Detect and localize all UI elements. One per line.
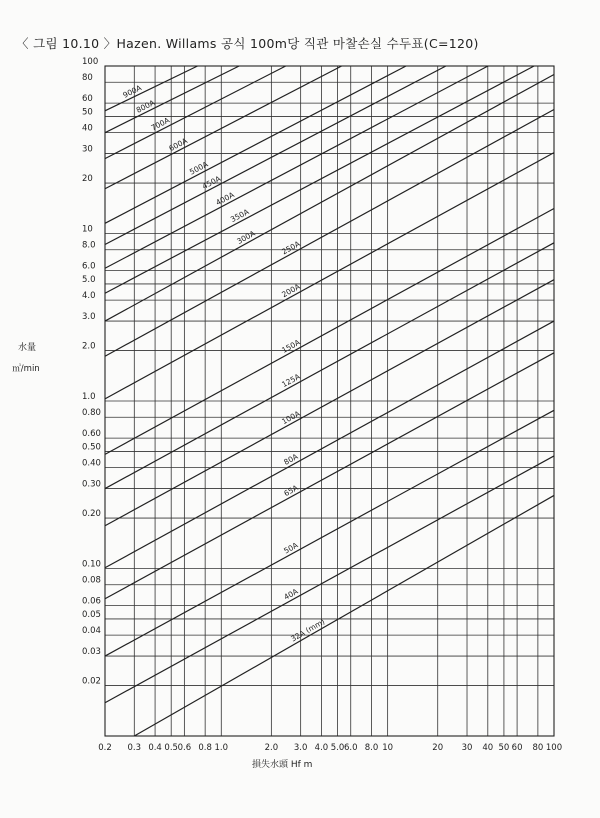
x-tick-label: 8.0 bbox=[364, 743, 379, 753]
pipe-label: 32A (mm) bbox=[289, 616, 327, 644]
y-tick-label: 8.0 bbox=[82, 240, 96, 251]
pipe-label: 350A bbox=[229, 207, 251, 225]
y-tick-label: 60 bbox=[82, 94, 93, 105]
y-tick-label: 30 bbox=[82, 144, 93, 155]
x-tick-label: 30 bbox=[461, 743, 473, 753]
pipe-line-700a bbox=[105, 66, 286, 159]
x-tick-label: 0.6 bbox=[177, 743, 192, 753]
pipe-label: 400A bbox=[214, 190, 236, 208]
pipe-label: 125A bbox=[280, 371, 302, 390]
pipe-line-40a bbox=[105, 456, 554, 703]
pipe-line-200a bbox=[105, 153, 554, 399]
y-tick-label: 2.0 bbox=[82, 341, 96, 352]
x-tick-label: 5.0 bbox=[330, 743, 345, 753]
grid bbox=[105, 66, 554, 736]
x-tick-label: 10 bbox=[382, 743, 394, 753]
pipe-line-450a bbox=[105, 66, 446, 244]
y-tick-label: 0.80 bbox=[82, 408, 101, 419]
x-tick-label: 20 bbox=[432, 743, 444, 753]
y-tick-label: 50 bbox=[82, 107, 93, 118]
pipe-line-400a bbox=[105, 66, 488, 268]
y-axis-unit: ㎥/min bbox=[12, 364, 40, 374]
x-tick-label: 0.4 bbox=[148, 743, 162, 753]
x-axis-label: 損失水頭 Hf m bbox=[252, 760, 313, 770]
pipe-label: 250A bbox=[280, 239, 302, 257]
pipe-label: 50A bbox=[282, 540, 300, 556]
y-tick-label: 20 bbox=[82, 174, 93, 185]
y-tick-label: 10 bbox=[82, 224, 93, 235]
pipe-label: 700A bbox=[149, 115, 172, 133]
y-tick-label: 4.0 bbox=[82, 291, 96, 302]
y-tick-label: 40 bbox=[82, 123, 93, 134]
x-tick-label: 100 bbox=[545, 743, 563, 753]
y-tick-label: 0.08 bbox=[82, 575, 101, 586]
y-tick-label: 0.30 bbox=[82, 479, 101, 490]
x-tick-label: 0.2 bbox=[98, 743, 112, 753]
pipe-label: 450A bbox=[200, 173, 223, 191]
y-tick-label: 0.10 bbox=[82, 559, 101, 570]
x-tick-label: 60 bbox=[511, 743, 523, 753]
x-tick-label: 80 bbox=[532, 743, 544, 753]
y-tick-label: 80 bbox=[82, 73, 93, 84]
pipe-label: 500A bbox=[188, 159, 210, 177]
y-tick-label: 0.04 bbox=[82, 626, 101, 637]
y-tick-label: 0.02 bbox=[82, 676, 101, 687]
y-tick-label: 6.0 bbox=[82, 261, 96, 272]
x-tick-label: 50 bbox=[498, 743, 510, 753]
pipe-label: 100A bbox=[280, 408, 302, 427]
x-tick-label: 3.0 bbox=[293, 743, 308, 753]
y-tick-label: 0.20 bbox=[82, 509, 101, 520]
pipe-label: 40A bbox=[282, 586, 300, 602]
y-tick-label: 100 bbox=[82, 57, 99, 67]
x-tick-label: 0.5 bbox=[164, 743, 178, 753]
x-tick-label: 40 bbox=[482, 743, 494, 753]
x-tick-label: 0.3 bbox=[127, 743, 142, 753]
y-tick-label: 0.06 bbox=[82, 596, 101, 607]
pipe-label: 65A bbox=[282, 483, 300, 499]
y-tick-label: 0.03 bbox=[82, 647, 101, 658]
pipe-line-32amm bbox=[134, 495, 554, 736]
x-tick-label: 2.0 bbox=[264, 743, 279, 753]
pipe-label: 150A bbox=[280, 337, 302, 355]
x-tick-label: 6.0 bbox=[343, 743, 358, 753]
y-tick-label: 0.60 bbox=[82, 429, 101, 440]
pipe-label: 600A bbox=[167, 136, 189, 154]
y-tick-label: 5.0 bbox=[82, 274, 96, 285]
pipe-label: 200A bbox=[280, 281, 302, 300]
pipe-line-65a bbox=[105, 353, 554, 602]
y-tick-label: 3.0 bbox=[82, 312, 96, 323]
pipe-label: 80A bbox=[282, 451, 300, 467]
y-tick-label: 0.50 bbox=[82, 442, 101, 453]
pipe-label: 800A bbox=[134, 98, 157, 115]
tick-labels bbox=[82, 57, 562, 753]
pipe-label: 300A bbox=[235, 228, 257, 246]
y-axis-label-text: 水量 bbox=[17, 343, 36, 353]
x-tick-label: 4.0 bbox=[314, 743, 329, 753]
pipe-label: 900A bbox=[121, 83, 143, 100]
y-tick-label: 0.05 bbox=[82, 609, 101, 620]
x-tick-label: 0.8 bbox=[198, 743, 212, 753]
pipe-line-600a bbox=[105, 66, 342, 189]
chart-title: 〈 그림 10.10 〉Hazen. Willams 공식 100m당 직관 마찰손실 수두표(C=120) bbox=[16, 36, 479, 51]
y-tick-label: 0.40 bbox=[82, 458, 101, 469]
pipe-line-80a bbox=[105, 321, 554, 568]
x-tick-label: 1.0 bbox=[214, 743, 229, 753]
y-tick-label: 1.0 bbox=[82, 392, 96, 402]
